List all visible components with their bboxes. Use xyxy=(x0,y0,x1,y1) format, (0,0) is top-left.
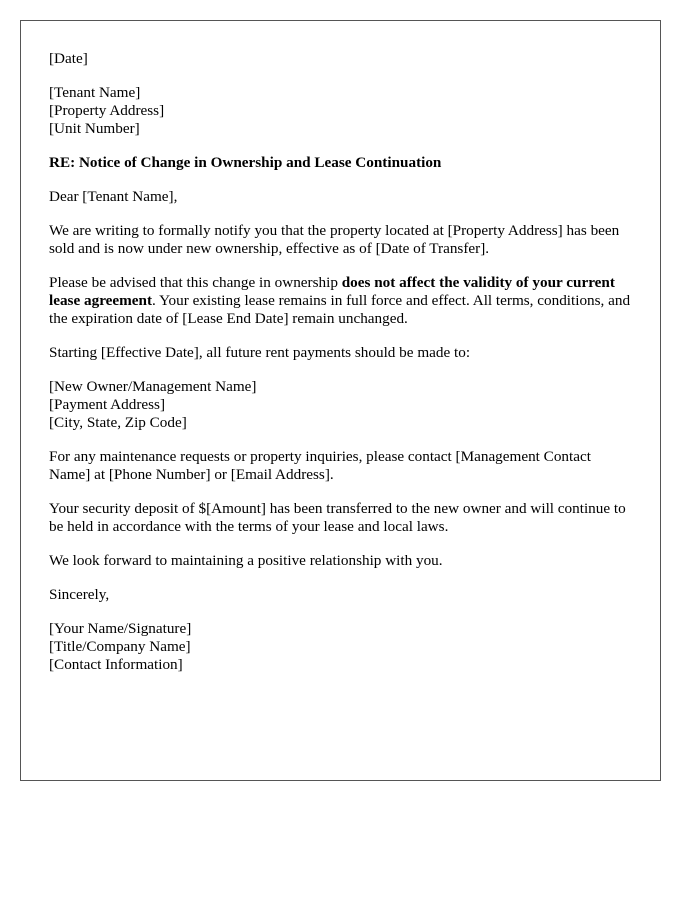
letter-salutation: Dear [Tenant Name], xyxy=(49,188,178,205)
lease-validity-rest: . Your existing lease remains in full force and effect. All terms, conditions, and the expiration date of [Lease End Date] remain unchanged. xyxy=(49,292,631,327)
paragraph-sale-notice: We are writing to formally notify you that the property located at [Property Address] has been sold and is now under new ownership, effective as of [Date of Transfer]. xyxy=(49,222,620,257)
recipient-block xyxy=(49,84,632,138)
signature-block xyxy=(49,620,632,674)
recipient-name: [Tenant Name] xyxy=(49,84,141,101)
signature-contact: [Contact Information] xyxy=(49,656,183,673)
letter-page xyxy=(20,20,661,781)
paragraph-lease-validity xyxy=(49,274,632,328)
lease-validity-emphasis: does not affect the validity of your current lease agreement xyxy=(49,274,615,309)
payment-address: [Payment Address] xyxy=(49,396,165,413)
lease-validity-intro: Please be advised that this change in ownership xyxy=(49,274,342,291)
signature-name: [Your Name/Signature] xyxy=(49,620,192,637)
letter-closing: Sincerely, xyxy=(49,586,110,603)
signature-title: [Title/Company Name] xyxy=(49,638,191,655)
letter-subject: RE: Notice of Change in Ownership and Lease Continuation xyxy=(49,154,442,171)
paragraph-relationship: We look forward to maintaining a positive relationship with you. xyxy=(49,552,443,569)
recipient-unit: [Unit Number] xyxy=(49,120,140,137)
paragraph-security-deposit: Your security deposit of $[Amount] has been transferred to the new owner and will continue to be held in accordance with the terms of your lease and local laws. xyxy=(49,500,626,535)
payment-city: [City, State, Zip Code] xyxy=(49,414,187,431)
recipient-address: [Property Address] xyxy=(49,102,165,119)
paragraph-rent-payments: Starting [Effective Date], all future rent payments should be made to: xyxy=(49,344,471,361)
payment-block xyxy=(49,378,632,432)
paragraph-contact: For any maintenance requests or property inquiries, please contact [Management Contact Name] at [Phone Number] or [Email Address]. xyxy=(49,448,591,483)
letter-date: [Date] xyxy=(49,50,88,67)
payment-name: [New Owner/Management Name] xyxy=(49,378,257,395)
